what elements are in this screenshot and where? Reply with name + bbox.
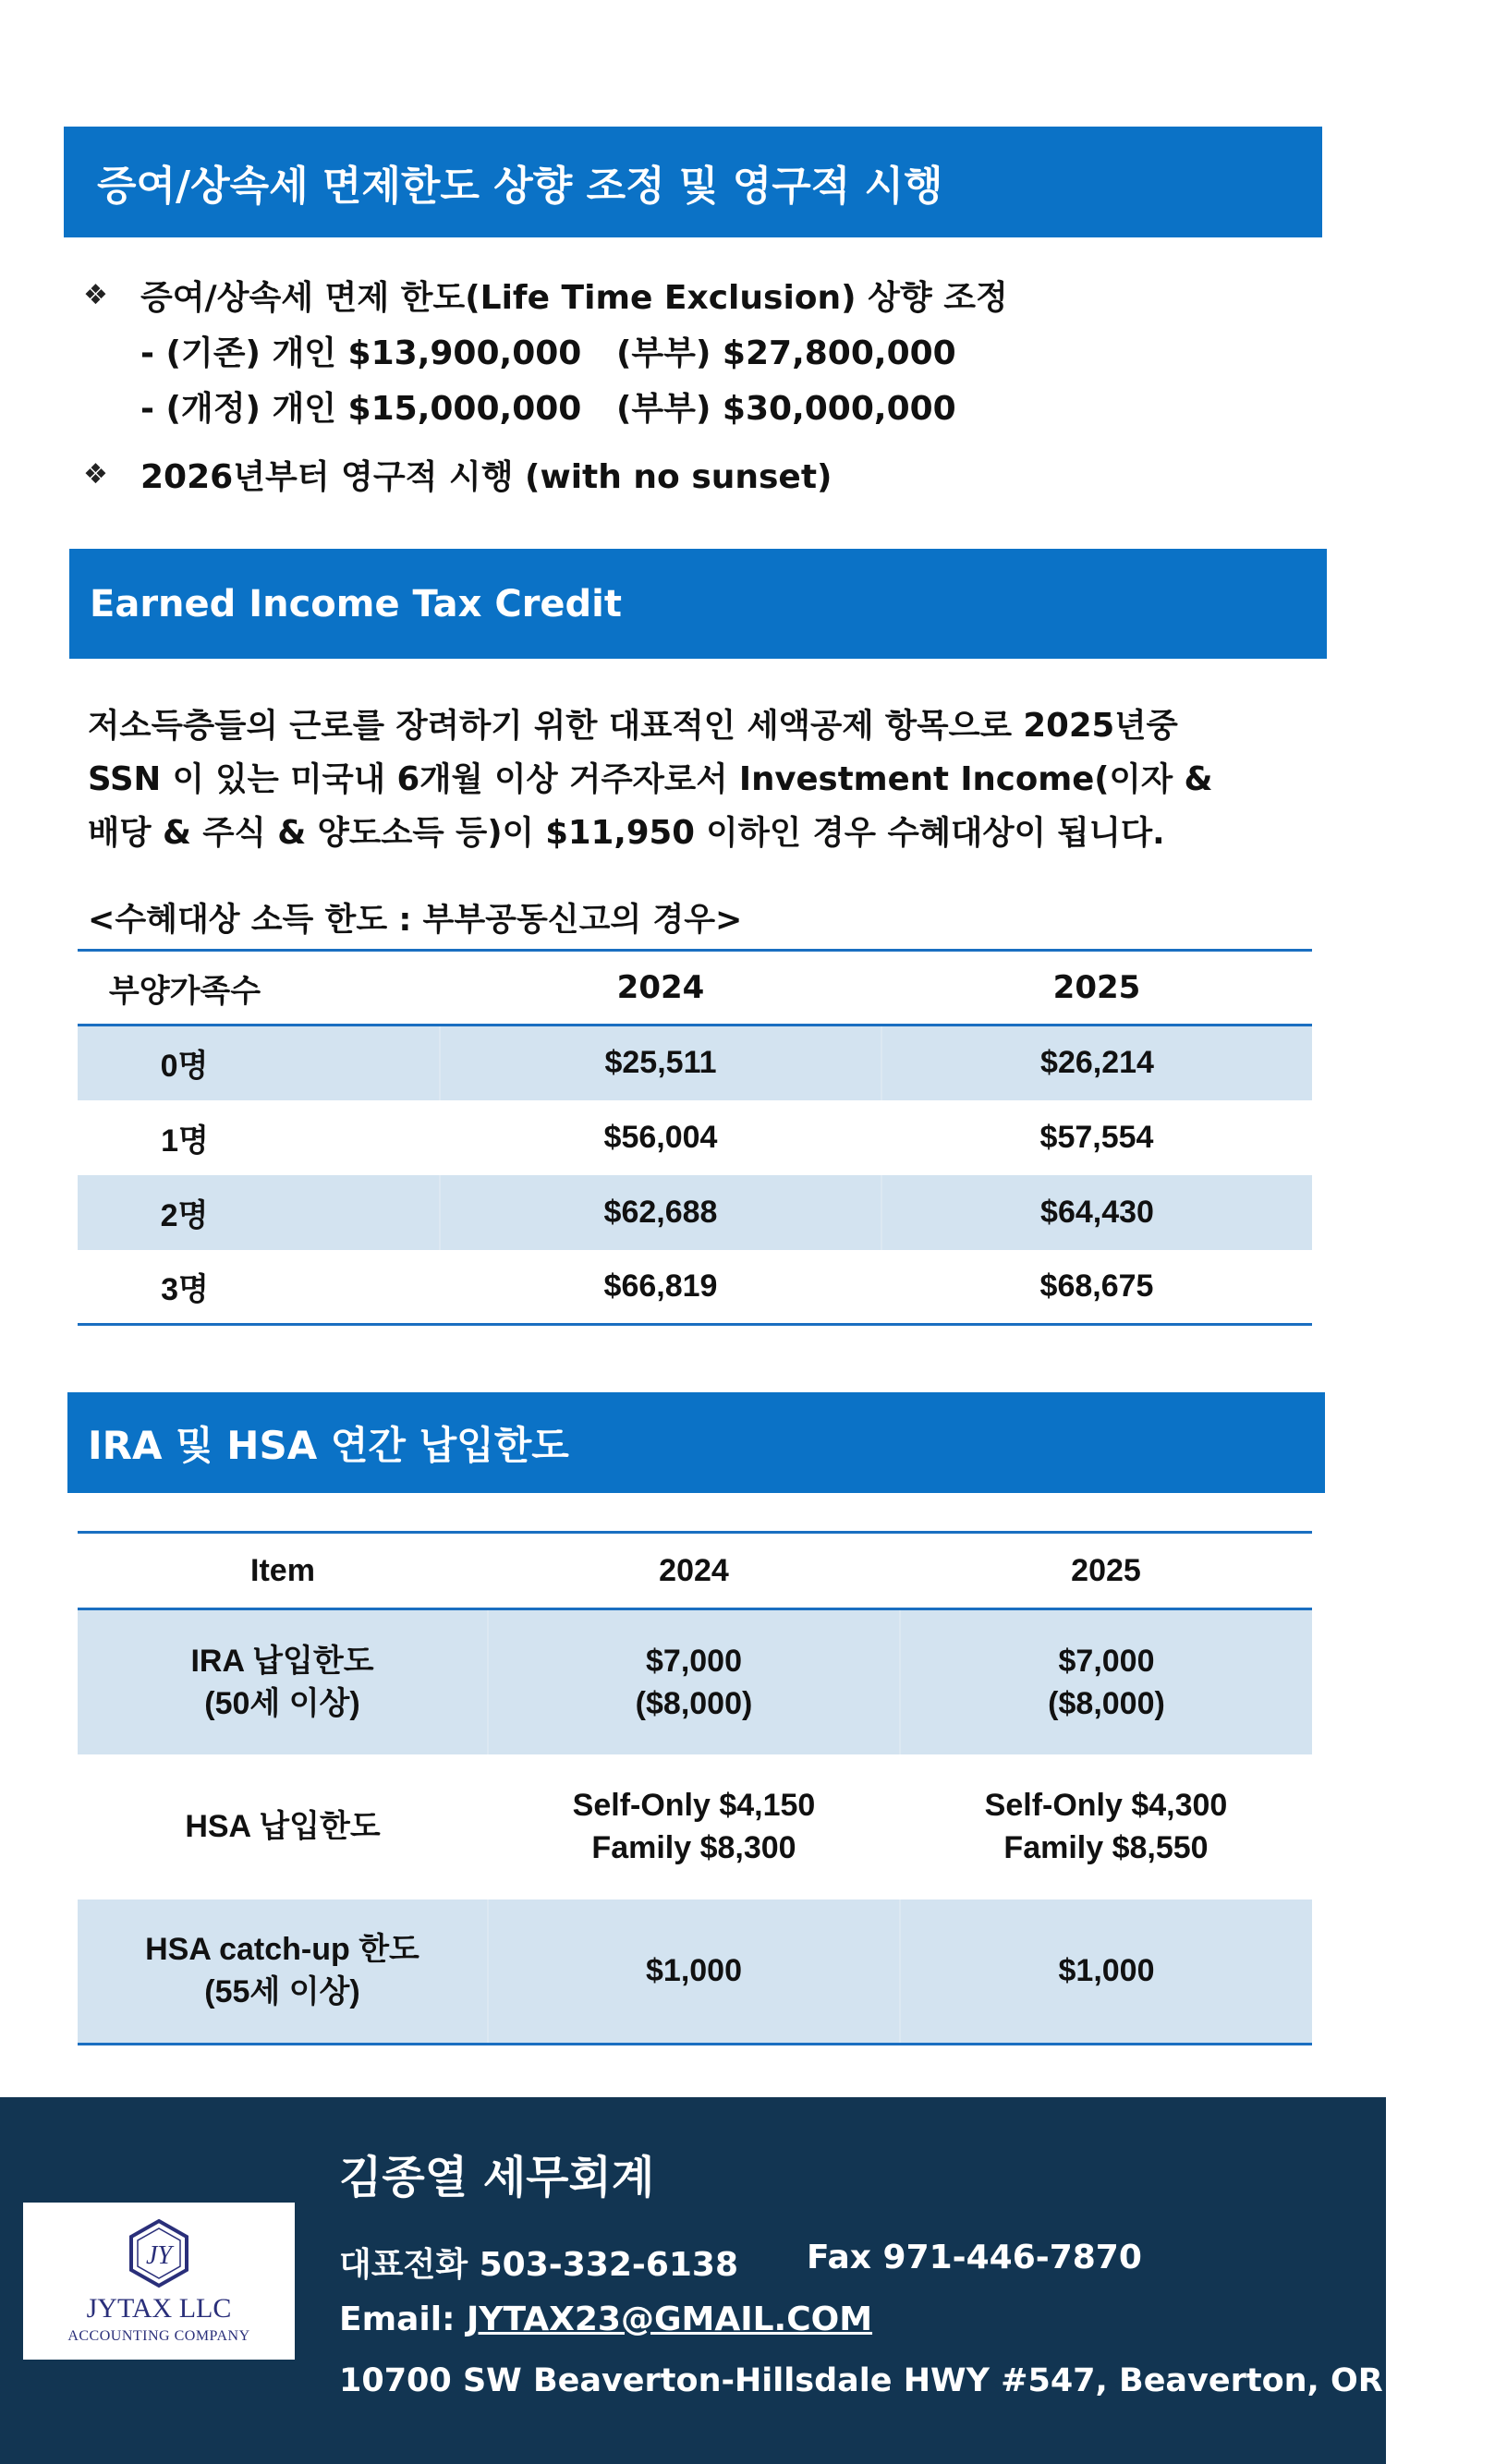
- estate-tax-section-header: 증여/상속세 면제한도 상향 조정 및 영구적 시행: [64, 127, 1322, 237]
- eitc-income-limit-table: [78, 949, 1312, 1326]
- company-logo: [23, 2203, 295, 2360]
- exclusion-bullet: [83, 267, 1008, 322]
- value-2024-cell: [488, 1609, 900, 1754]
- value-line: Family $8,550: [1003, 1830, 1209, 1865]
- dependents-cell: 3명: [161, 1271, 209, 1307]
- table-row: [78, 1900, 1312, 2045]
- phone-number[interactable]: 대표전화 503-332-6138: [339, 2246, 739, 2284]
- fax-number: Fax 971-446-7870: [807, 2239, 1142, 2276]
- dependents-cell: 0명: [160, 1049, 209, 1085]
- ira-hsa-section-header: IRA 및 HSA 연간 납입한도: [67, 1392, 1325, 1493]
- exclusion-bullet-block: [83, 267, 1008, 433]
- value-2024-cell: [488, 1754, 900, 1900]
- eitc-table-caption: <수혜대상 소득 한도 : 부부공동신고의 경우>: [88, 902, 743, 939]
- item-note: (55세 이상): [204, 1974, 360, 2010]
- value-2025-cell: $68,675: [1039, 1268, 1154, 1304]
- value-2024-cell: [488, 1900, 900, 2045]
- jy-hexagon-logo-icon: [123, 2217, 195, 2289]
- column-header-2024: 2024: [659, 1553, 729, 1588]
- value-line: Self-Only $4,300: [984, 1788, 1228, 1823]
- item-label: HSA catch-up 한도: [145, 1932, 419, 1968]
- eitc-section-header: Earned Income Tax Credit: [69, 549, 1327, 659]
- value-2025-cell: [900, 1754, 1312, 1900]
- logo-company-name: JYTAX LLC: [86, 2293, 232, 2324]
- email-line: [339, 2300, 872, 2338]
- permanent-bullet-block: [83, 446, 832, 502]
- item-label: HSA 납입한도: [185, 1809, 381, 1844]
- column-header-dependents: 부양가족수: [108, 972, 261, 1010]
- value-2025-cell: [900, 1900, 1312, 2045]
- email-link[interactable]: JYTAX23@GMAIL.COM: [467, 2300, 873, 2338]
- item-note: (50세 이상): [204, 1685, 360, 1721]
- eitc-description-line: SSN 이 있는 미국내 6개월 이상 거주자로서 Investment Income(이자 &: [88, 760, 1213, 798]
- value-2025-cell: $26,214: [881, 1026, 1312, 1100]
- previous-exclusion-line: - (기존) 개인 $13,900,000 (부부) $27,800,000: [140, 334, 956, 372]
- eitc-description: [88, 699, 1317, 860]
- value-line: $1,000: [1058, 1953, 1155, 1989]
- table-header-row: [78, 1533, 1312, 1609]
- revised-exclusion-line: - (개정) 개인 $15,000,000 (부부) $30,000,000: [140, 389, 956, 428]
- exclusion-bullet-text: 증여/상속세 면제 한도(Life Time Exclusion) 상향 조정: [140, 278, 1008, 317]
- column-header-2025: 2025: [1052, 969, 1141, 1006]
- item-cell: [78, 1754, 488, 1900]
- value-line: ($8,000): [1048, 1685, 1165, 1721]
- table-row: [78, 1026, 1312, 1100]
- value-2024-cell: $62,688: [440, 1175, 881, 1250]
- diamond-bullet-icon: ❖: [83, 278, 108, 311]
- firm-name: 김종열 세무회계: [339, 2152, 655, 2203]
- eitc-description-line: 배당 & 주식 & 양도소득 등)이 $11,950 이하인 경우 수혜대상이 됩니다.: [88, 814, 1165, 852]
- table-row: [78, 1100, 1312, 1175]
- item-cell: [78, 1609, 488, 1754]
- item-cell: [78, 1900, 488, 2045]
- column-header-2025: 2025: [1071, 1553, 1141, 1588]
- column-header-2024: 2024: [616, 969, 705, 1006]
- ira-hsa-limit-table: [78, 1531, 1312, 2045]
- dependents-cell: 1명: [161, 1123, 209, 1159]
- value-2025-cell: $57,554: [1039, 1119, 1154, 1155]
- value-line: Family $8,300: [591, 1830, 796, 1865]
- table-row: [78, 1754, 1312, 1900]
- column-header-item: Item: [250, 1553, 315, 1588]
- value-2025-cell: $64,430: [881, 1175, 1312, 1250]
- table-row: [78, 1175, 1312, 1250]
- office-address: 10700 SW Beaverton-Hillsdale HWY #547, Beaverton, OR 97005: [339, 2362, 1507, 2399]
- diamond-bullet-icon: ❖: [83, 457, 108, 491]
- table-row: [78, 1609, 1312, 1754]
- value-line: $7,000: [1058, 1643, 1155, 1679]
- table-row: [78, 1250, 1312, 1325]
- table-header-row: [78, 951, 1312, 1026]
- value-line: $1,000: [646, 1953, 742, 1989]
- item-label: IRA 납입한도: [190, 1643, 374, 1679]
- value-line: ($8,000): [635, 1685, 753, 1721]
- email-label: Email:: [339, 2300, 468, 2338]
- value-line: Self-Only $4,150: [572, 1788, 816, 1823]
- permanent-bullet-text: 2026년부터 영구적 시행 (with no sunset): [140, 457, 832, 496]
- value-line: $7,000: [646, 1643, 742, 1679]
- value-2025-cell: [900, 1609, 1312, 1754]
- permanent-bullet: [83, 446, 832, 502]
- logo-company-tagline: ACCOUNTING COMPANY: [67, 2328, 250, 2344]
- value-2024-cell: $56,004: [603, 1119, 718, 1155]
- value-2024-cell: $66,819: [603, 1268, 718, 1304]
- dependents-cell: 2명: [160, 1197, 209, 1233]
- value-2024-cell: $25,511: [440, 1026, 881, 1100]
- svg-text:JY: JY: [146, 2241, 172, 2270]
- eitc-description-line: 저소득층들의 근로를 장려하기 위한 대표적인 세액공제 항목으로 2025년중: [88, 707, 1178, 745]
